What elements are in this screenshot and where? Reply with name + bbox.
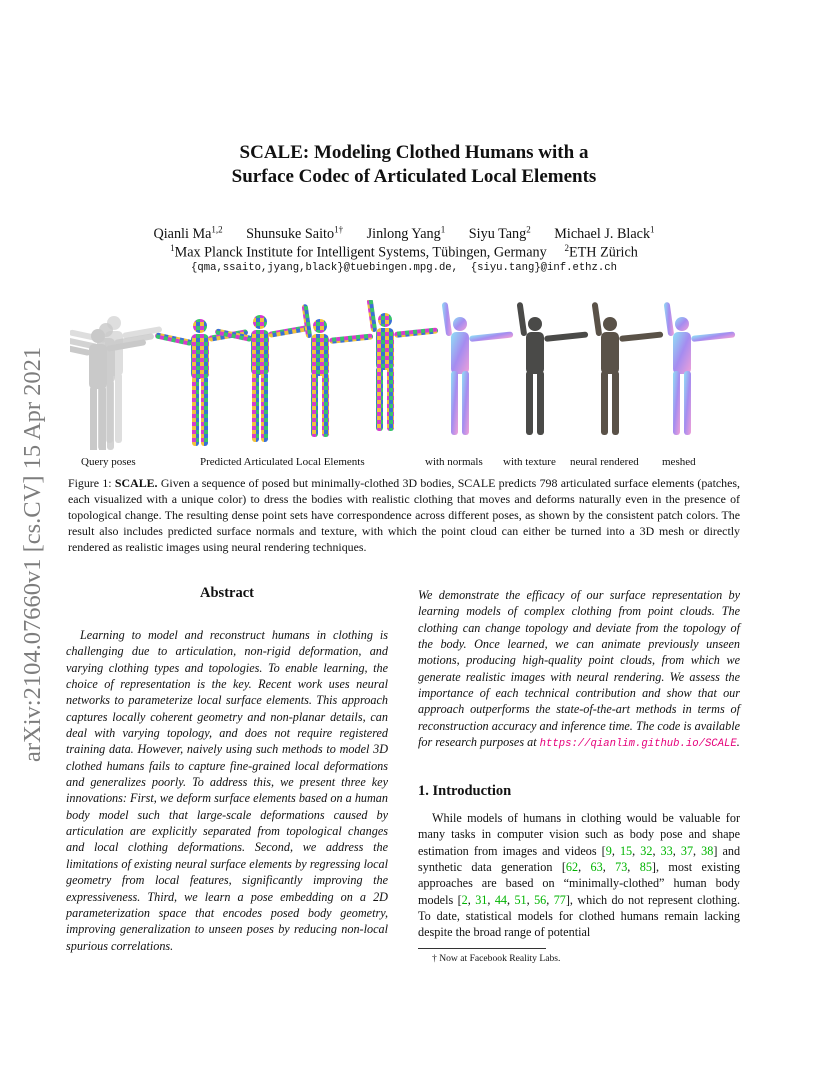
footnote-rule bbox=[418, 948, 546, 949]
figure-1-caption: Figure 1: SCALE. Given a sequence of posed but minimally-clothed 3D bodies, SCALE predicts 798 articulated surface elements (patches, each visualized with a unique color) to dress the bodies with realistic clothing that moves and deforms naturally even in the presence of topological change. The resulting dense point sets have correspondence across different poses, as shown by the consistent patch colors. The result also includes predicted surface normals and texture, with which the point cloud can either be turned into a 3D mesh or directly rendered as realistic images using neural rendering techniques. bbox=[68, 476, 740, 554]
author-emails: {qma,ssaito,jyang,black}@tuebingen.mpg.de, {siyu.tang}@inf.ethz.ch bbox=[191, 262, 617, 274]
citation-link[interactable]: 38 bbox=[701, 843, 714, 858]
figure-1-image bbox=[70, 300, 760, 450]
introduction-text: While models of humans in clothing would be valuable for many tasks in computer vision such as body pose and shape estimation from images and videos [9, 15, 32, 33, 37, 38] and synthetic data generation [62, 63, 73, 85], most existing approaches are based on “minimally-clothed” human body models [2, 31, 44, 51, 56, 77], which do not represent clothing. To date, statistical models for clothed humans remain lacking despite the broad range of potential bbox=[418, 811, 741, 940]
figure-label: Predicted Articulated Local Elements bbox=[200, 456, 365, 468]
author: Qianli Ma$^{1,2}$ bbox=[153, 224, 223, 242]
affiliation-2: ETH Zürich bbox=[568, 244, 638, 261]
author: Michael J. Black$^1$ bbox=[554, 224, 655, 242]
author: Shunsuke Saito$^{1\dagger}$ bbox=[246, 224, 344, 242]
citation-link[interactable]: 33 bbox=[660, 843, 673, 858]
figure-label: neural rendered bbox=[570, 456, 639, 468]
query-poses-figures bbox=[70, 316, 162, 450]
with-normals-figure bbox=[442, 302, 514, 435]
citation-link[interactable]: 2 bbox=[461, 892, 468, 907]
abstract-text: Learning to model and reconstruct humans in clothing is challenging due to articulation, non-rigid deformation, and varying clothing types and topologies. To enable learning, the choice of representation is the key. Recent work uses neural networks to parameterize local surface elements. This approach captures locally coherent geometry and non-planar details, can deal with varying topology, and does not require registered training data. However, naively using such methods to model 3D clothed humans fails to capture fine-grained local deformations and generalizes poorly. To address this, we present three key innovations: First, we deform surface elements based on a human body model such that large-scale deformations caused by articulation are explicitly separated from topological changes and local clothing deformations. Second, we address the limitations of existing neural surface elements by regressing local geometry from local features, significantly improving the expressiveness. Third, we learn a pose embedding on a 2D parameterization space that encodes posed body geometry, improving generalization to unseen poses by reducing non-local spurious correlations. bbox=[66, 628, 388, 953]
footnote: † Now at Facebook Reality Labs. bbox=[432, 953, 561, 964]
affiliation-1: Max Planck Institute for Intelligent Systems, Tübingen, Germany bbox=[174, 244, 547, 261]
paper-title-line-2: Surface Codec of Articulated Local Elements bbox=[231, 166, 597, 187]
meshed-figure bbox=[664, 302, 736, 435]
citation-link[interactable]: 32 bbox=[640, 843, 653, 858]
neural-rendered-figure bbox=[592, 302, 664, 435]
affiliations: $^1$Max Planck Institute for Intelligent Systems, Tübingen, Germany $^2$ETH Zürich bbox=[170, 243, 638, 261]
author: Siyu Tang$^2$ bbox=[468, 224, 531, 242]
citation-link[interactable]: 51 bbox=[514, 892, 527, 907]
citation-link[interactable]: 62 bbox=[565, 860, 579, 875]
figure-label: Query poses bbox=[81, 456, 136, 468]
abstract-continuation: We demonstrate the efficacy of our surface representation by learning models of complex clothing from point clouds. The clothing can change topology and deviate from the topology of the body. Once learned, we can animate previously unseen motions, producing high-quality point clouds, from which we generate realistic images with neural rendering. We assess the importance of each technical contribution and show that our approach outperforms the state-of-the-art methods in terms of reconstruction accuracy and inference time. The code is available for research purposes at https://qianlim.github.io/SCALE. bbox=[418, 588, 740, 751]
figure-label: with texture bbox=[503, 456, 556, 468]
citation-link[interactable]: 77 bbox=[553, 892, 566, 907]
citation-link[interactable]: 63 bbox=[590, 860, 603, 875]
introduction-heading: 1. Introduction bbox=[418, 783, 512, 799]
citation-link[interactable]: 44 bbox=[494, 892, 507, 907]
citation-link[interactable]: 9 bbox=[605, 843, 612, 858]
arxiv-stamp bbox=[2, 270, 48, 770]
paper-title-line-1: SCALE: Modeling Clothed Humans with a bbox=[239, 142, 589, 163]
arxiv-stamp-text: arXiv:2104.07660v1 [cs.CV] 15 Apr 2021 bbox=[19, 346, 46, 762]
citation-link[interactable]: 31 bbox=[475, 892, 488, 907]
citation-link[interactable]: 37 bbox=[680, 843, 694, 858]
code-url-link[interactable]: https://qianlim.github.io/SCALE bbox=[539, 738, 737, 751]
citation-link[interactable]: 56 bbox=[534, 892, 547, 907]
author: Jinlong Yang$^1$ bbox=[366, 224, 446, 242]
abstract-heading: Abstract bbox=[200, 585, 254, 601]
with-texture-figure bbox=[517, 302, 589, 435]
figure-label: meshed bbox=[662, 456, 696, 468]
citation-link[interactable]: 85 bbox=[639, 860, 652, 875]
citation-link[interactable]: 15 bbox=[619, 843, 633, 858]
articulated-local-elements-figures bbox=[155, 300, 439, 446]
figure-label: with normals bbox=[425, 456, 483, 468]
citation-link[interactable]: 73 bbox=[615, 860, 628, 875]
